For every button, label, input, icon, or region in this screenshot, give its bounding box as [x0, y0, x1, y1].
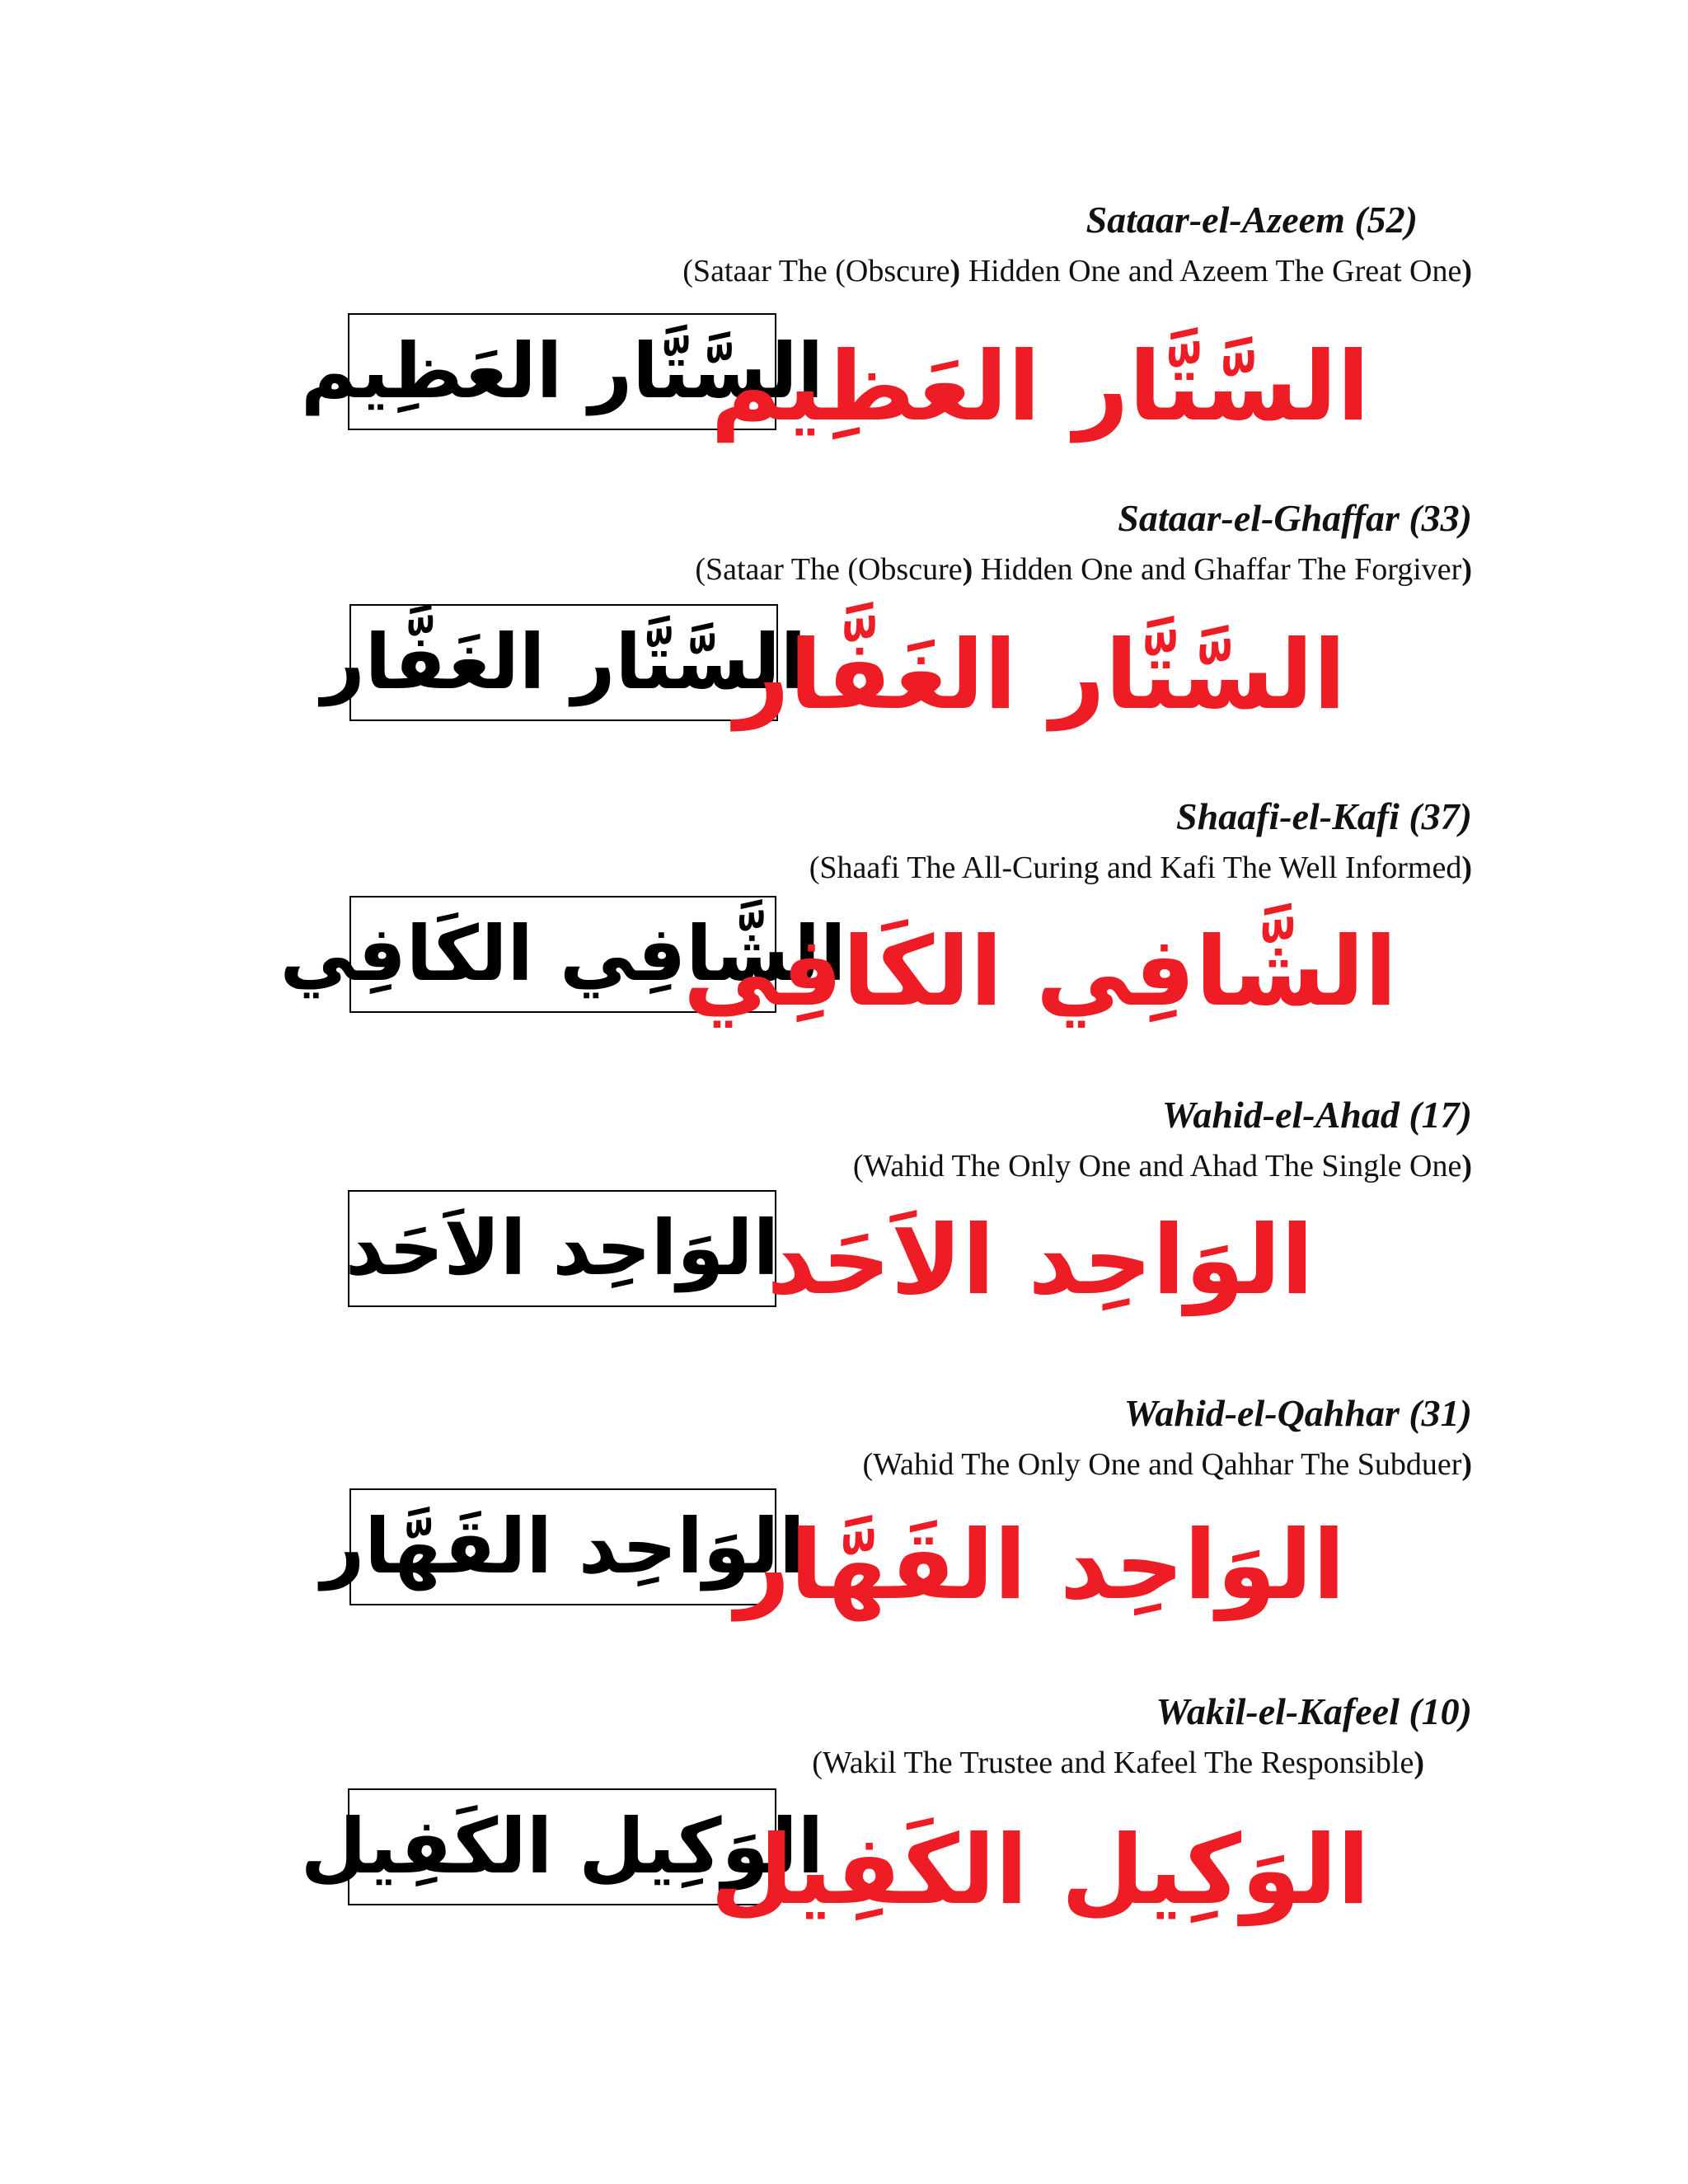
entry-title: Sataar-el-Ghaffar (33) — [1118, 497, 1472, 539]
subtitle-part: (Wahid The Only One and Ahad The Single One — [852, 1149, 1462, 1183]
subtitle-paren: ) — [1414, 1746, 1424, 1780]
subtitle-paren: ) — [1461, 1149, 1472, 1183]
entry-title: Wahid-el-Ahad (17) — [1161, 1094, 1472, 1136]
arabic-calligraphy-black: الوَاحِد الاَحَد — [345, 1204, 780, 1292]
subtitle-paren: ) — [1461, 552, 1472, 587]
subtitle-paren: ) — [1461, 1447, 1472, 1482]
subtitle-paren: ) — [950, 254, 961, 288]
subtitle-paren: ) — [962, 552, 973, 587]
subtitle-part: Hidden One and Azeem The Great One — [960, 254, 1462, 288]
subtitle-part: (Sataar The (Obscure — [695, 552, 963, 587]
subtitle-part: (Wahid The Only One and Qahhar The Subduer — [862, 1447, 1462, 1482]
calligraphy-box — [345, 1190, 780, 1307]
entry-subtitle — [863, 1446, 1473, 1483]
subtitle-paren: ) — [1461, 254, 1472, 288]
entry-title: Wahid-el-Qahhar (31) — [1123, 1392, 1472, 1434]
entry-subtitle — [853, 1147, 1472, 1185]
entry-subtitle — [812, 1744, 1424, 1782]
arabic-calligraphy-red: الشَّافِي الكَافِي — [682, 916, 1398, 1028]
entry-subtitle — [695, 551, 1472, 588]
arabic-calligraphy-black: الشَّافِي الكَافِي — [279, 910, 846, 998]
subtitle-part: (Sataar The (Obscure — [682, 254, 950, 288]
calligraphy-box — [321, 1488, 805, 1605]
arabic-calligraphy-black: السَّتَّار الغَفَّار — [321, 618, 807, 706]
arabic-calligraphy-black: الوَاحِد القَهَّار — [321, 1502, 805, 1591]
entry-title: Wakil-el-Kafeel (10) — [1156, 1690, 1472, 1732]
subtitle-part: Hidden One and Ghaffar The Forgiver — [973, 552, 1462, 587]
arabic-calligraphy-red: السَّتَّار الغَفَّار — [734, 620, 1347, 731]
arabic-calligraphy-red: الوَكِيل الكَفِيل — [710, 1815, 1370, 1926]
subtitle-part: (Shaafi The All-Curing and Kafi The Well Informed — [809, 851, 1462, 885]
arabic-calligraphy-red: الوَاحِد الاَحَد — [767, 1205, 1314, 1316]
arabic-calligraphy-black: الوَكِيل الكَفِيل — [300, 1802, 824, 1891]
entry-title: Shaafi-el-Kafi (37) — [1175, 795, 1472, 837]
entry-subtitle — [809, 849, 1472, 887]
subtitle-paren: ) — [1461, 851, 1472, 885]
entry-title: Sataar-el-Azeem (52) — [1085, 199, 1418, 241]
arabic-calligraphy-red: الوَاحِد القَهَّار — [734, 1510, 1346, 1621]
subtitle-part: (Wakil The Trustee and Kafeel The Responsible — [812, 1746, 1414, 1780]
arabic-calligraphy-black: السَّتَّار العَظِيم — [300, 327, 824, 415]
arabic-calligraphy-red: السَّتَّار العَظِيم — [710, 331, 1370, 443]
calligraphy-box — [321, 604, 807, 721]
